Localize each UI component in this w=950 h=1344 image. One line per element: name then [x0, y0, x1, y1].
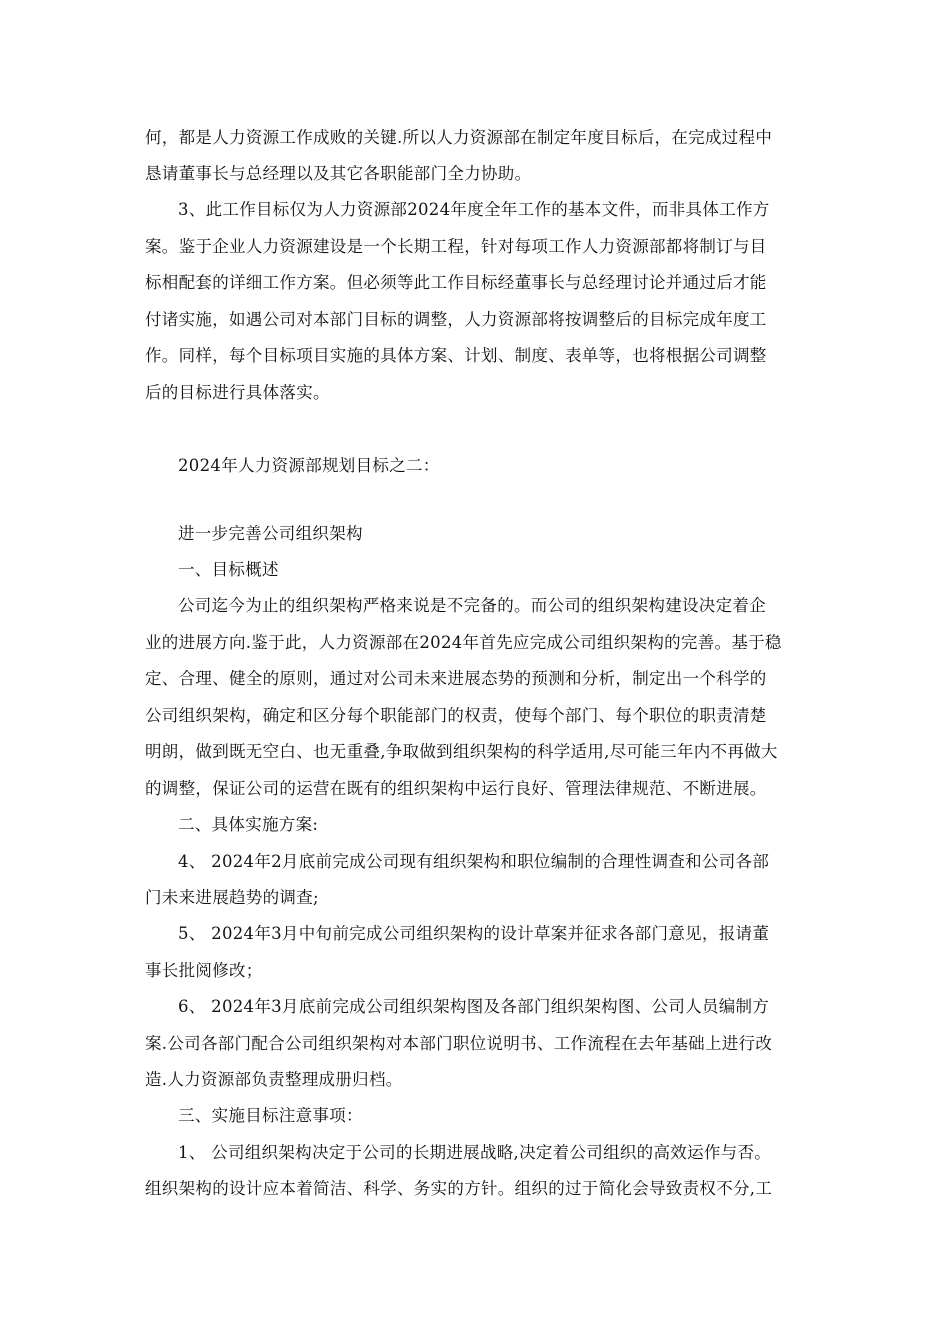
text-line: 案。鉴于企业人力资源建设是一个长期工程，针对每项工作人力资源部都将制订与目	[145, 237, 767, 256]
text-line: 标相配套的详细工作方案。但必须等此工作目标经董事长与总经理讨论并通过后才能	[145, 273, 767, 292]
text-line: 的调整，保证公司的运营在既有的组织架构中运行良好、管理法律规范、不断进展。	[145, 779, 767, 798]
text-line: 案.公司各部门配合公司组织架构对本部门职位说明书、工作流程在去年基础上进行改	[145, 1034, 773, 1053]
list-item: 1、 公司组织架构决定于公司的长期进展战略,决定着公司组织的高效运作与否。	[178, 1143, 772, 1162]
section-heading: 2024年人力资源部规划目标之二：	[178, 456, 440, 475]
text-line: 业的进展方向.鉴于此，人力资源部在2024年首先应完成公司组织架构的完善。基于稳	[145, 633, 782, 652]
text-line: 付诸实施，如遇公司对本部门目标的调整，人力资源部将按调整后的目标完成年度工	[145, 310, 767, 329]
text-line: 造.人力资源部负责整理成册归档。	[145, 1070, 403, 1089]
text-line: 事长批阅修改；	[145, 961, 263, 980]
text-line: 后的目标进行具体落实。	[145, 383, 330, 402]
subsection-heading: 二、具体实施方案:	[178, 815, 319, 834]
list-item: 4、 2024年2月底前完成公司现有组织架构和职位编制的合理性调查和公司各部	[178, 852, 770, 871]
text-line: 何，都是人力资源工作成败的关键.所以人力资源部在制定年度目标后，在完成过程中	[145, 128, 773, 147]
text-line: 门未来进展趋势的调查;	[145, 888, 319, 907]
text-line: 作。同样，每个目标项目实施的具体方案、计划、制度、表单等，也将根据公司调整	[145, 346, 767, 365]
list-item: 6、 2024年3月底前完成公司组织架构图及各部门组织架构图、公司人员编制方	[178, 997, 770, 1016]
list-item: 5、 2024年3月中旬前完成公司组织架构的设计草案并征求各部门意见，报请董	[178, 924, 770, 943]
text-line: 公司迄今为止的组织架构严格来说是不完备的。而公司的组织架构建设决定着企	[178, 596, 766, 615]
subsection-heading: 一、目标概述	[178, 560, 279, 579]
text-line: 3、此工作目标仅为人力资源部2024年度全年工作的基本文件，而非具体工作方	[178, 200, 770, 219]
text-line: 明朗，做到既无空白、也无重叠,争取做到组织架构的科学适用,尽可能三年内不再做大	[145, 742, 778, 761]
subsection-heading: 三、实施目标注意事项：	[178, 1106, 363, 1125]
text-line: 组织架构的设计应本着简洁、科学、务实的方针。组织的过于简化会导致责权不分,工	[145, 1179, 773, 1198]
section-subtitle: 进一步完善公司组织架构	[178, 524, 363, 543]
text-line: 恳请董事长与总经理以及其它各职能部门全力协助。	[145, 164, 532, 183]
text-line: 定、合理、健全的原则，通过对公司未来进展态势的预测和分析，制定出一个科学的	[145, 669, 767, 688]
text-line: 公司组织架构，确定和区分每个职能部门的权责，使每个部门、每个职位的职责清楚	[145, 706, 767, 725]
